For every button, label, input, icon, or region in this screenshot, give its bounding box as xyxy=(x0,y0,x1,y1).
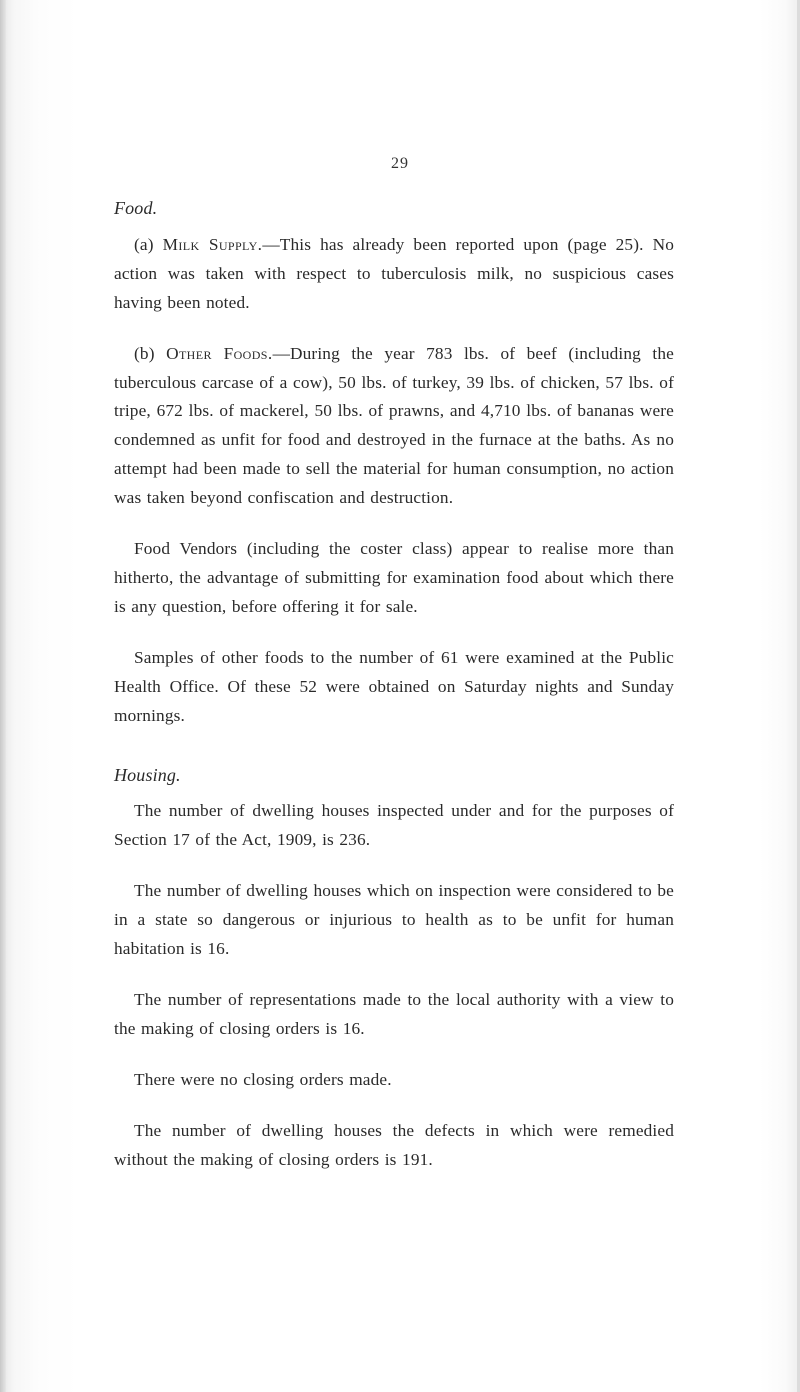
samples-paragraph: Samples of other foods to the number of 61 were examined at the Public Health Office. Of these 52 were obtained on Saturday nights and Sunday mornings. xyxy=(114,647,674,725)
page-content xyxy=(114,194,674,1174)
other-foods-text: —During the year 783 lbs. of beef (including the tuberculous carcase of a cow), 50 lbs. of turkey, 39 lbs. of chicken, 57 lbs. of tripe, 672 lbs. of mackerel, 50 lbs. of prawns, and 4,710 lbs. of bananas were condemned as unfit for food and destroyed in the furnace at the baths. As no attempt had been made to sell the material for human consumption, no action was taken beyond confiscation and destruction. xyxy=(114,343,674,508)
food-heading: Food. xyxy=(114,198,158,218)
housing-heading: Housing. xyxy=(114,764,181,785)
page-fold-shadow xyxy=(0,0,6,1392)
housing-unfit-paragraph: The number of dwelling houses which on inspection were considered to be in a state so dangerous or injurious to health as to be unfit for human habitation is 16. xyxy=(114,881,674,959)
housing-representations-paragraph: The number of representations made to the local authority with a view to the making of closing orders is 16. xyxy=(114,989,674,1038)
page-number: 29 xyxy=(391,155,409,172)
other-foods-title: Other Foods. xyxy=(166,343,273,363)
milk-supply-paragraph xyxy=(114,231,674,318)
milk-supply-title: Milk Supply. xyxy=(162,234,263,254)
housing-inspected-paragraph: The number of dwelling houses inspected under and for the purposes of Section 17 of the Act, 1909, is 236. xyxy=(114,801,674,850)
other-foods-prefix: (b) xyxy=(134,343,155,363)
housing-remedied-paragraph: The number of dwelling houses the defects in which were remedied without the making of closing orders is 191. xyxy=(114,1120,674,1169)
food-vendors-paragraph: Food Vendors (including the coster class) appear to realise more than hitherto, the advantage of submitting for examination food about which there is any question, before offering it for sale. xyxy=(114,539,674,616)
housing-closing-orders-paragraph: There were no closing orders made. xyxy=(134,1069,392,1089)
other-foods-paragraph xyxy=(114,340,674,513)
milk-supply-text: —This has already been reported upon (page 25). No action was taken with respect to tuberculosis milk, no suspicious cases having been noted. xyxy=(114,234,674,312)
milk-supply-prefix: (a) xyxy=(134,234,154,254)
